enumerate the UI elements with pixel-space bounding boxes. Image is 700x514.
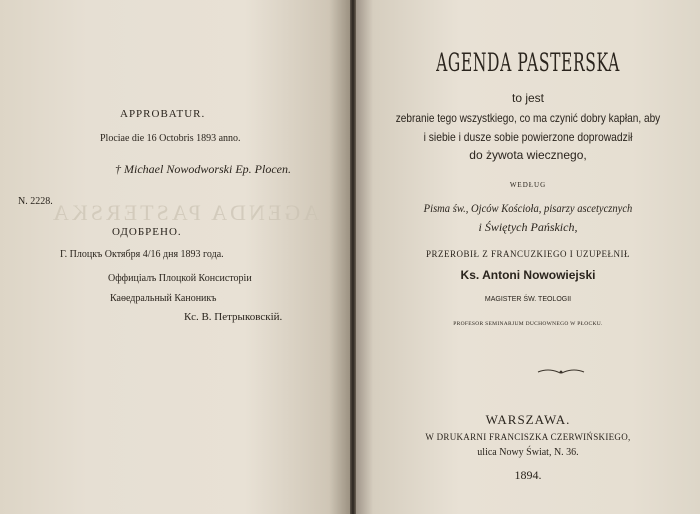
sources-line-2: i Świętych Pańskich, bbox=[478, 220, 578, 234]
author-name: Ks. Antoni Nowowiejski bbox=[460, 268, 596, 282]
canon-title: Каѳедральный Каноникъ bbox=[110, 293, 217, 304]
russian-date: Г. Плоцкъ Октября 4/16 дня 1893 года. bbox=[60, 249, 224, 260]
book-title: AGENDA PASTERSKA bbox=[436, 48, 620, 77]
printer-name: W DRUKARNI FRANCISZKA CZERWIŃSKIEGO, bbox=[425, 432, 631, 442]
ornament-divider bbox=[536, 368, 586, 376]
description-line-2: i siebie i dusze sobie powierzone doprowadził bbox=[423, 130, 633, 144]
approval-number: N. 2228. bbox=[18, 196, 53, 207]
official-title: Оффиціалъ Плоцкой Консисторіи bbox=[108, 273, 252, 284]
to-jest: to jest bbox=[511, 91, 544, 105]
wedlug-label: WEDŁUG bbox=[509, 181, 547, 189]
street-address: ulica Nowy Świat, N. 36. bbox=[477, 447, 579, 458]
profesor-title: PROFESOR SEMINARJUM DUCHOWNEGO W PŁOCKU. bbox=[453, 321, 603, 327]
city-name: WARSZAWA. bbox=[485, 412, 571, 427]
plociae-date: Plociae die 16 Octobris 1893 anno. bbox=[100, 133, 241, 144]
bishop-signature: † Michael Nowodworski Ep. Plocen. bbox=[115, 162, 291, 176]
magister-title: MAGISTER ŚW. TEOLOGII bbox=[484, 296, 572, 303]
description-line-3: do żywota wiecznego, bbox=[469, 148, 587, 162]
odobreno-heading: ОДОБРЕНО. bbox=[112, 226, 182, 238]
publication-year: 1894. bbox=[514, 468, 542, 482]
show-through-text: AGENDA PASTERSKA bbox=[50, 200, 320, 225]
description-line-1: zebranie tego wszystkiego, co ma czynić dobry kapłan, aby bbox=[395, 111, 661, 125]
sources-line-1: Pisma św., Ojców Kościoła, pisarzy ascetycznych bbox=[423, 201, 633, 215]
russian-signer: Кс. В. Петрыковскій. bbox=[184, 311, 283, 323]
right-page bbox=[356, 0, 700, 514]
approbatur-heading: APPROBATUR. bbox=[120, 108, 206, 120]
przerobil-line: PRZEROBIŁ Z FRANCUZKIEGO I UZUPEŁNIŁ bbox=[426, 249, 630, 259]
